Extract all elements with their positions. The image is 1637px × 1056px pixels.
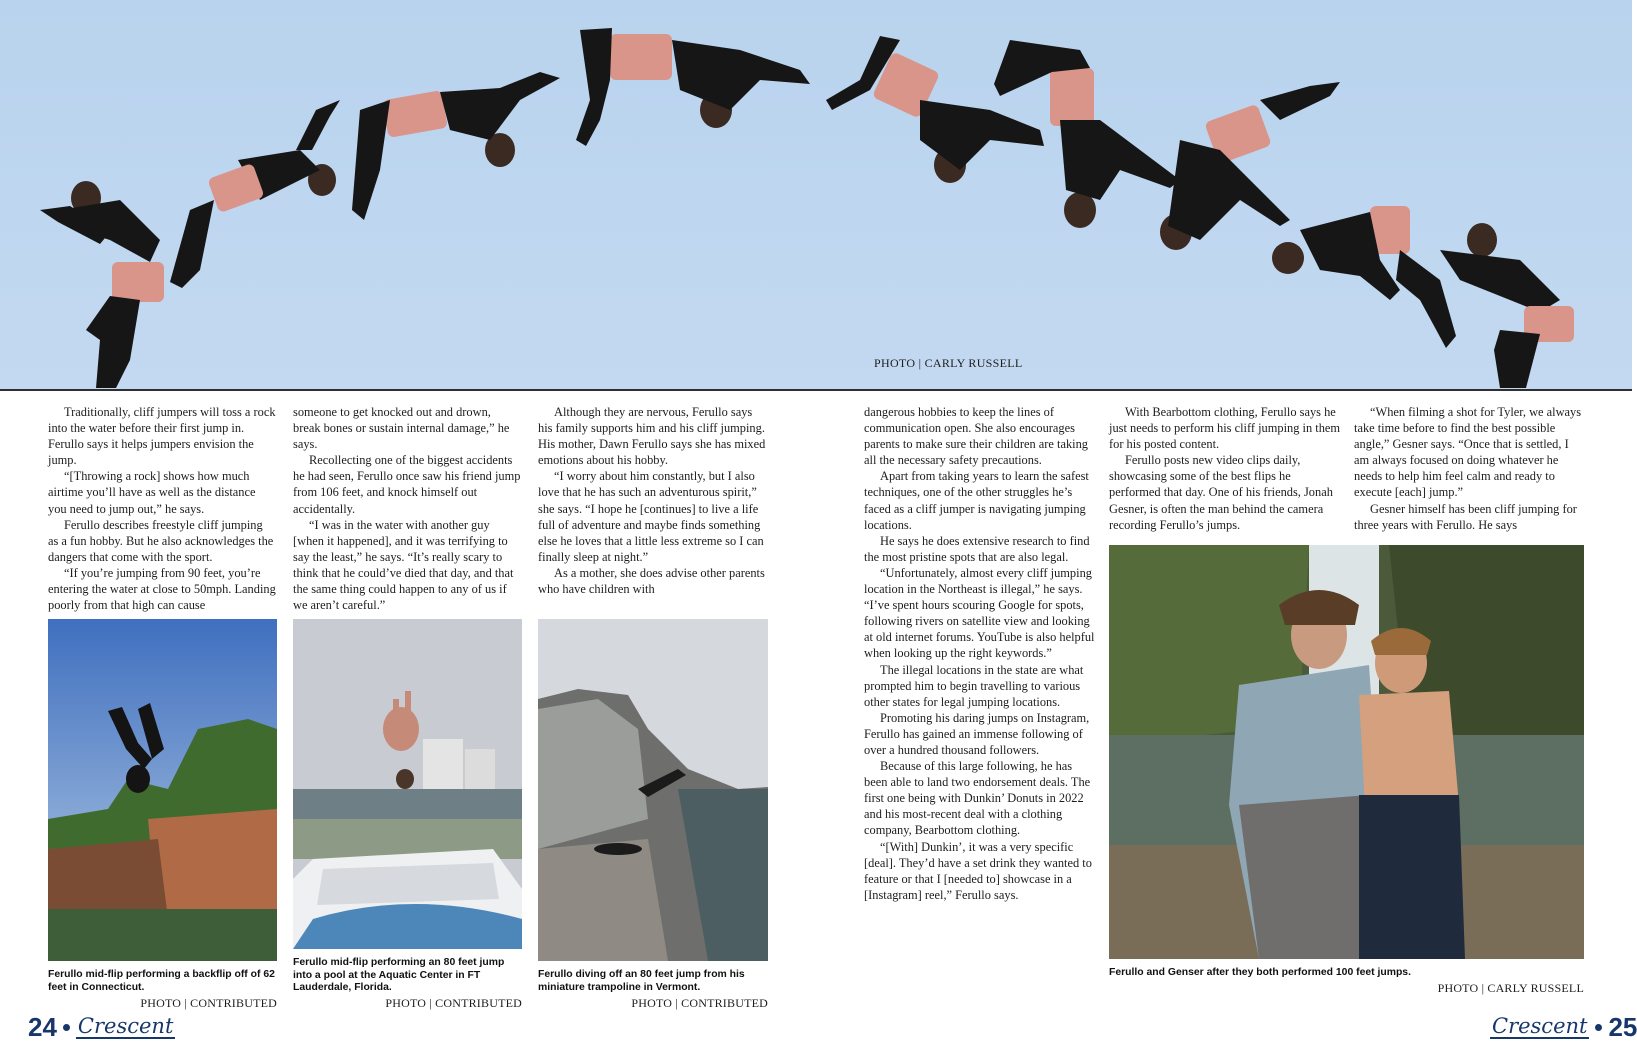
paragraph: He says he does extensive research to find the most pristine spots that are also legal. (864, 533, 1090, 564)
paragraph: “[With] Dunkin’, it was a very specific [deal]. They’d have a set drink they wanted to feature or that I [needed to] showcase in a [Instagram] reel,” Ferullo says. (864, 839, 1092, 902)
photo-credit: PHOTO | CONTRIBUTED (385, 996, 522, 1010)
folio-left (28, 1010, 175, 1044)
photo-aquatic-center-image (293, 619, 522, 949)
hero-divider (0, 389, 1632, 391)
photo-caption: Ferullo and Genser after they both performed 100 feet jumps. (1109, 967, 1411, 978)
magazine-logo: Crescent (1492, 1014, 1588, 1038)
paragraph: “When filming a shot for Tyler, we always take time before to find the best possible angle,” Gesner says. “Once that is settled, I am always focused on doing whatever he needs to help him feel calm and ready to execute [each] jump.” (1354, 405, 1582, 500)
photo-quarry-image (538, 619, 768, 961)
paragraph: Traditionally, cliff jumpers will toss a rock into the water before their first jump in. Ferullo says it helps jumpers envision the jump. (48, 405, 276, 468)
magazine-logo: Crescent (77, 1014, 174, 1038)
column-3 (538, 404, 766, 597)
paragraph: With Bearbottom clothing, Ferullo says he just needs to perform his cliff jumping in them for his posted content. (1109, 405, 1341, 452)
column-4 (864, 404, 1096, 903)
folio-dot (63, 1024, 70, 1031)
paragraph: As a mother, she does advise other parents who have children with (538, 565, 765, 597)
paragraph: “Unfortunately, almost every cliff jumping location in the Northeast is illegal,” he says. “I’ve spent hours scouring Google for spots, following rivers on satellite view and looking at old internet forums. YouTube is also helpful when looking up the right keywords.” (864, 565, 1095, 661)
page-number: 24 (28, 1011, 57, 1042)
paragraph: “[Throwing a rock] shows how much airtime you’ll have as well as the distance you need to jump out,” he says. (48, 469, 256, 516)
photo-friends-waterfall (1109, 545, 1584, 959)
photo-caption: Ferullo mid-flip performing an 80 feet jump into a pool at the Aquatic Center in FT Lauderdale, Florida. (293, 957, 505, 994)
paragraph: Ferullo describes freestyle cliff jumping as a fun hobby. But he also acknowledges the dangers that come with the sport. (48, 517, 274, 564)
paragraph: Because of this large following, he has been able to land two endorsement deals. The first one being with Dunkin’ Donuts in 2022 and his most-recent deal with a clothing company, Bearbottom clothing. (864, 759, 1091, 838)
photo-friends-image (1109, 545, 1584, 959)
paragraph: Gesner himself has been cliff jumping for three years with Ferullo. He says (1354, 501, 1577, 532)
paragraph: dangerous hobbies to keep the lines of communication open. She also encourages parents to make sure their children are taking all the necessary safety precautions. (864, 405, 1088, 468)
photo-caption: Ferullo diving off an 80 feet jump from his miniature trampoline in Vermont. (538, 969, 745, 993)
photo-quarry-vermont (538, 619, 768, 961)
paragraph: Recollecting one of the biggest accidents he had seen, Ferullo once saw his friend jump from 106 feet, and knock himself out accidentally. (293, 453, 521, 516)
paragraph: “I was in the water with another guy [when it happened], and it was terrifying to say the least,” he says. “It’s really scary to think that he could’ve died that day, and that the same thing could happen to any of us if we aren’t careful.” (293, 517, 514, 613)
photo-aquatic-center-florida (293, 619, 522, 949)
paragraph: Apart from taking years to learn the safest techniques, one of the other struggles he’s faced as a cliff jumper is navigating jumping locations. (864, 469, 1089, 532)
photo-credit: PHOTO | CARLY RUSSELL (1437, 981, 1584, 995)
hero-photo-credit: PHOTO | CARLY RUSSELL (874, 356, 1023, 370)
photo-credit: PHOTO | CONTRIBUTED (631, 996, 768, 1010)
hero-photo-flip-sequence (0, 0, 1632, 390)
jumper-figure (40, 181, 164, 388)
paragraph: Although they are nervous, Ferullo says his family supports him and his cliff jumping. His mother, Dawn Ferullo says she has mixed emotions about his hobby. (538, 405, 766, 468)
column-5 (1109, 404, 1341, 533)
paragraph: Ferullo posts new video clips daily, showcasing some of the best flips he performed that day. One of his friends, Jonah Gesner, is often the man behind the camera recording Ferullo’s jumps. (1109, 453, 1333, 532)
paragraph: The illegal locations in the state are what prompted him to begin travelling to various other states for legal jumping locations. (864, 662, 1084, 709)
paragraph: “If you’re jumping from 90 feet, you’re entering the water at close to 50mph. Landing poorly from that high can cause (48, 565, 276, 613)
column-1 (48, 404, 276, 613)
flip-sequence-illustration (0, 0, 1632, 390)
folio-dot (1595, 1024, 1602, 1031)
paragraph: “I worry about him constantly, but I also love that he has such an adventurous spirit,” she says. “I hope he [continues] to live a life full of adventure and maybe finds something else he loves that a little less extreme so I can finally sleep at night.” (538, 469, 764, 564)
photo-caption: Ferullo mid-flip performing a backflip off of 62 feet in Connecticut. (48, 969, 275, 993)
folio-right (1490, 1010, 1637, 1044)
paragraph: someone to get knocked out and drown, break bones or sustain internal damage,” he says. (293, 405, 510, 452)
column-2 (293, 404, 521, 613)
paragraph: Promoting his daring jumps on Instagram, Ferullo has gained an immense following of over a hundred thousand followers. (864, 710, 1090, 757)
photo-backflip-connecticut (48, 619, 277, 961)
photo-backflip-image (48, 619, 277, 961)
photo-credit: PHOTO | CONTRIBUTED (140, 996, 277, 1010)
page-number: 25 (1608, 1011, 1637, 1042)
column-6 (1354, 404, 1586, 533)
